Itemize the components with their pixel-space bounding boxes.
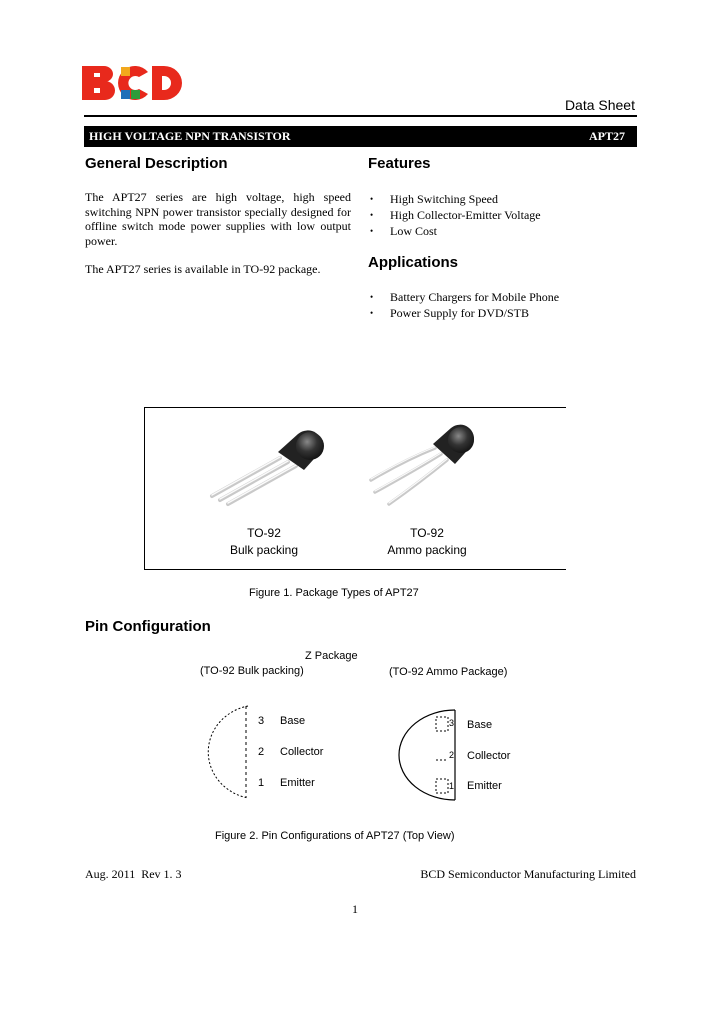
ammo-pin-2-number: 2 — [449, 750, 455, 760]
bulk-pin-3-number: 3 — [258, 715, 265, 727]
datasheet-label: Data Sheet — [564, 97, 635, 113]
applications-heading: Applications — [368, 254, 459, 271]
package-title: Z Package — [305, 650, 358, 662]
package-packing: Ammo packing — [387, 543, 467, 557]
ammo-pin-3-name: Base — [467, 719, 493, 731]
applications-list — [368, 289, 628, 321]
product-title: HIGH VOLTAGE NPN TRANSISTOR — [89, 129, 291, 143]
list-item: • High Switching Speed — [368, 191, 628, 207]
general-description-heading: General Description — [85, 155, 228, 172]
list-item: • Battery Chargers for Mobile Phone — [368, 289, 628, 305]
figure2-caption: Figure 2. Pin Configurations of APT27 (Top View) — [215, 830, 455, 842]
bulk-pin-title: (TO-92 Bulk packing) — [200, 665, 304, 677]
package-name: TO-92 — [410, 526, 444, 540]
package-name: TO-92 — [247, 526, 281, 540]
bulk-pin-2-name: Collector — [280, 746, 324, 758]
footer-date-revision: Aug. 2011 Rev 1. 3 — [85, 867, 182, 881]
general-description-text: The APT27 series are high voltage, high speed switching NPN power transistor specially designed for offline switch mode power supplies with low output power. — [85, 190, 351, 248]
package-outline — [208, 706, 248, 798]
package-packing: Bulk packing — [229, 543, 299, 557]
features-list — [368, 191, 628, 239]
part-number: APT27 — [589, 129, 625, 143]
ammo-pin-3-number: 3 — [449, 718, 455, 728]
to92-bulk-image — [200, 420, 340, 510]
bulk-pin-1-number: 1 — [258, 777, 265, 789]
bulk-pin-3-name: Base — [280, 715, 306, 727]
list-item: • High Collector-Emitter Voltage — [368, 207, 628, 223]
logo-letter-d — [152, 66, 182, 100]
footer-company: BCD Semiconductor Manufacturing Limited — [420, 867, 636, 881]
bcd-logo-graphic — [82, 66, 182, 100]
ammo-package-label — [372, 525, 482, 559]
features-heading: Features — [368, 155, 431, 172]
logo-letter-c — [118, 66, 148, 100]
to92-ammo-image — [365, 420, 485, 510]
bulk-pin-2-number: 2 — [258, 746, 265, 758]
figure1-caption: Figure 1. Package Types of APT27 — [249, 587, 419, 599]
list-item: • Power Supply for DVD/STB — [368, 305, 628, 321]
bulk-pin-diagram — [200, 702, 260, 802]
availability-text: The APT27 series is available in TO-92 package. — [85, 262, 321, 276]
logo-letter-b — [82, 66, 115, 100]
bulk-pin-1-name: Emitter — [280, 777, 315, 789]
title-bar — [84, 126, 637, 147]
pin-configuration-heading: Pin Configuration — [85, 618, 211, 635]
page-number: 1 — [352, 902, 358, 916]
ammo-pin-2-name: Collector — [467, 750, 511, 762]
ammo-pin-diagram — [395, 705, 465, 805]
header-rule — [84, 115, 637, 117]
package-outline — [399, 710, 455, 800]
bcd-logo — [82, 66, 182, 100]
ammo-pin-1-number: 1 — [449, 781, 455, 791]
ammo-pin-1-name: Emitter — [467, 780, 502, 792]
list-item: • Low Cost — [368, 223, 628, 239]
ammo-pin-title: (TO-92 Ammo Package) — [389, 666, 508, 678]
bulk-package-label — [214, 525, 314, 559]
